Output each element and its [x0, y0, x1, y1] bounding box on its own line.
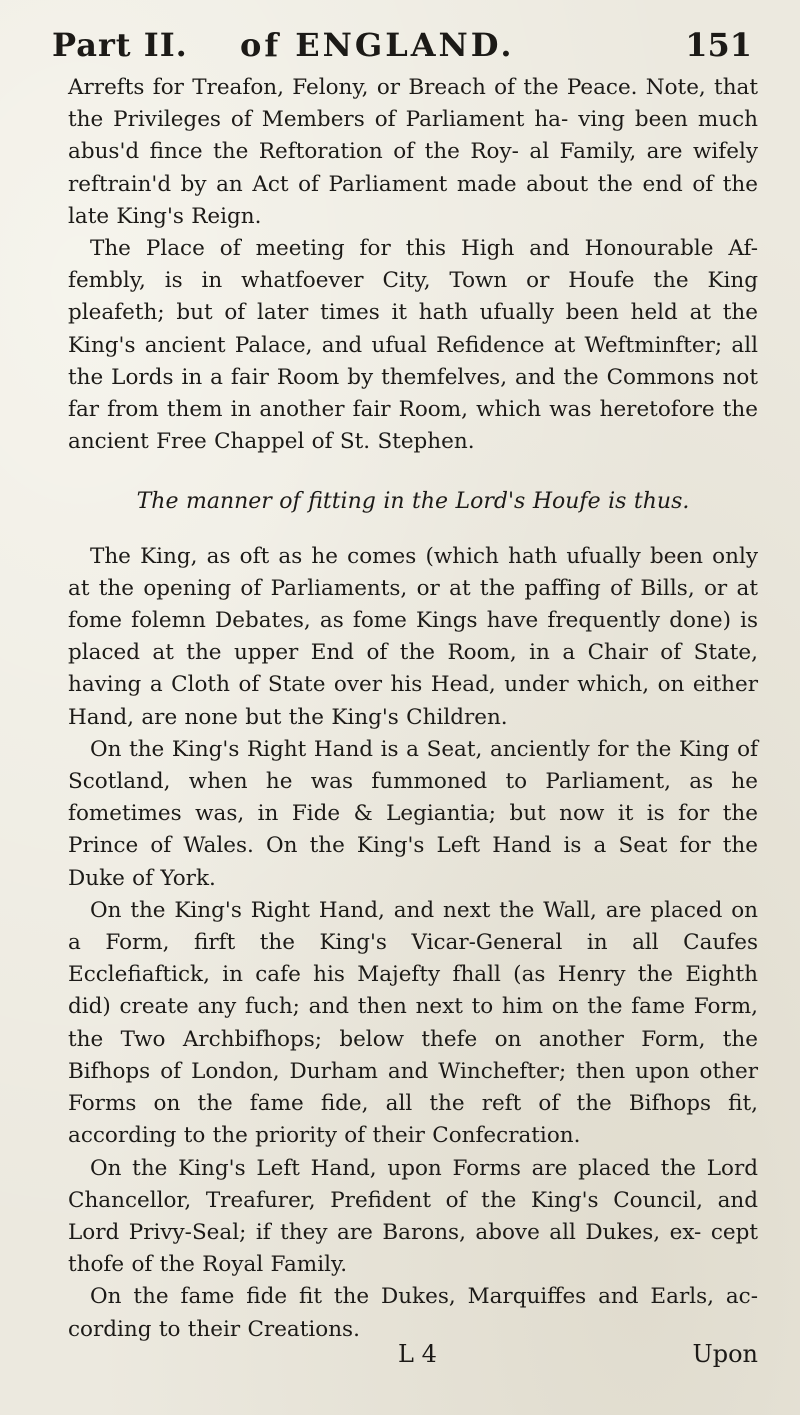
- page-number: 151: [685, 26, 752, 64]
- signature-mark: L 4: [398, 1340, 437, 1368]
- paragraph: Arrefts for Treafon, Felony, or Breach of the Peace. Note, that the Privileges of Members of Parliament ha- ving been much abus'd fince the Reftoration of the Roy- al Family, are wifely reftrain'd by an Act of Parliament made about the end of the late King's Reign.: [68, 75, 758, 229]
- page-footer: [68, 1340, 758, 1376]
- paragraph: On the fame fide fit the Dukes, Marquiffes and Earls, ac- cording to their Creations.: [68, 1284, 758, 1342]
- paragraph: The King, as oft as he comes (which hath ufually been only at the opening of Parliaments, or at the paffing of Bills, or at fome folemn Debates, as fome Kings have frequently done) is placed at the upper End of the Room, in a Chair of State, having a Cloth of State over his Head, under which, on either Hand, are none but the King's Children.: [68, 543, 758, 730]
- paragraph: The Place of meeting for this High and Honourable Af- fembly, is in whatfoever City, Town or Houfe the King pleafeth; but of later times it hath ufually been held at the King's ancient Palace, and ufual Refidence at Weftminfter; all the Lords in a fair Room by themfelves, and the Commons not far from them in another fair Room, which was heretofore the ancient Free Chappel of St. Stephen.: [68, 236, 758, 455]
- catchword: Upon: [692, 1340, 758, 1368]
- page-body: [68, 72, 758, 1346]
- running-title: of ENGLAND.: [240, 26, 515, 64]
- section-subheading: The manner of fitting in the Lord's Houfe is thus.: [136, 489, 690, 515]
- part-label: Part II.: [52, 26, 188, 64]
- running-head: [52, 26, 752, 66]
- paragraph: On the King's Left Hand, upon Forms are placed the Lord Chancellor, Treafurer, Prefident of the King's Council, and Lord Privy-Seal; if they are Barons, above all Dukes, ex- cept thofe of the Royal Family.: [68, 1155, 758, 1278]
- paragraph: On the King's Right Hand is a Seat, anciently for the King of Scotland, when he was fummoned to Parliament, as he fometimes was, in Fide & Legiantia; but now it is for the Prince of Wales. On the King's Left Hand is a Seat for the Duke of York.: [68, 736, 758, 891]
- paragraph: On the King's Right Hand, and next the Wall, are placed on a Form, firft the King's Vicar-General in all Caufes Ecclefiaftick, in cafe his Majefty fhall (as Henry the Eighth did) create any fuch; and then next to him on the fame Form, the Two Archbifhops; below thefe on another Form, the Bifhops of London, Durham and Winchefter; then upon other Forms on the fame fide, all the reft of the Bifhops fit, according to the priority of their Confecration.: [68, 897, 758, 1149]
